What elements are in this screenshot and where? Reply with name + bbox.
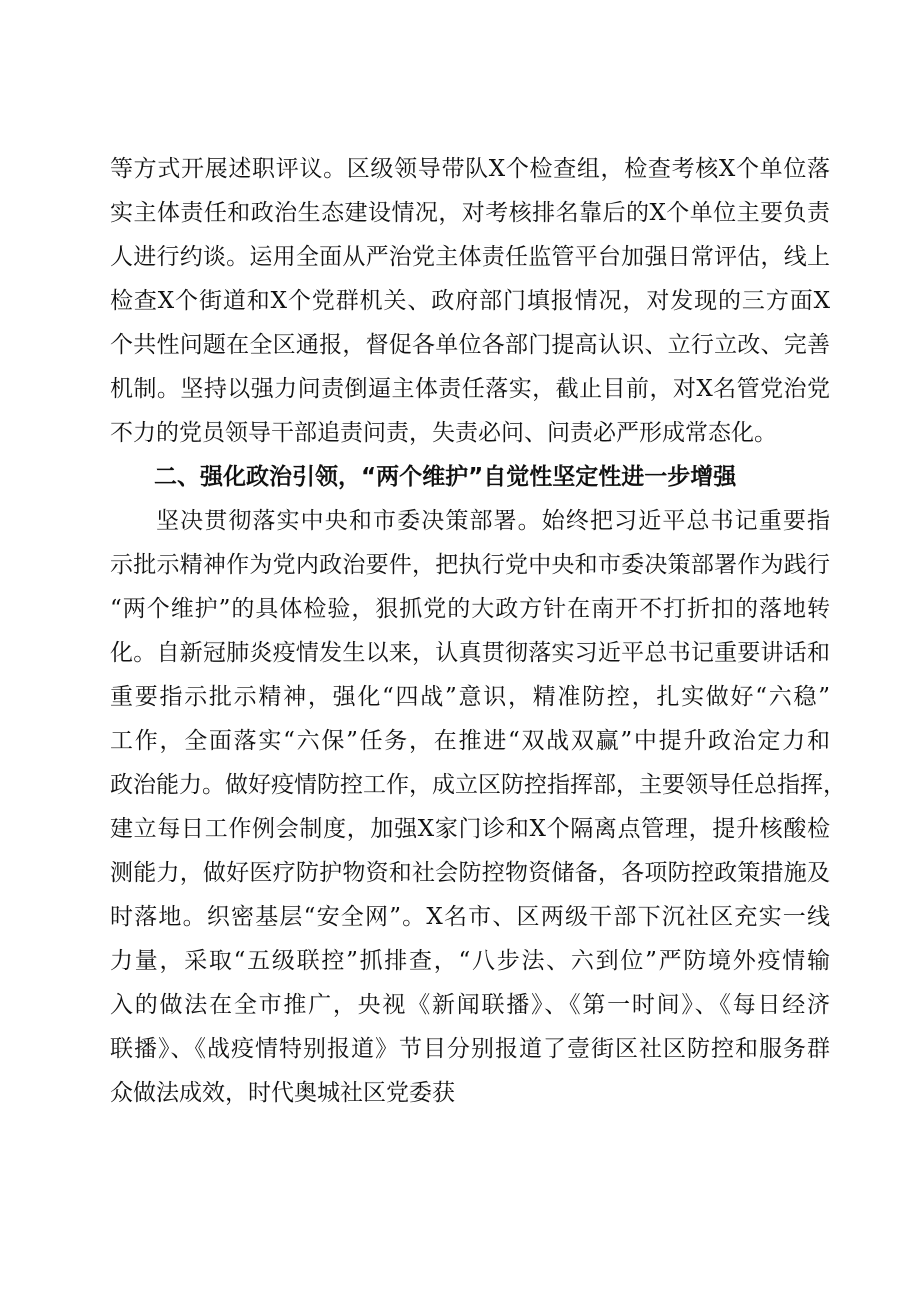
text-line: 工作，全面落实“六保”任务，在推进“双战双赢”中提升政治定力和 <box>110 728 830 754</box>
text-line: 众做法成效，时代奥城社区党委获 <box>110 1080 455 1106</box>
text-line: 机制。坚持以强力问责倒逼主体责任落实，截止目前，对X名管党治党 <box>110 376 830 402</box>
text-line: 建立每日工作例会制度，加强X家门诊和X个隔离点管理，提升核酸检 <box>110 816 830 842</box>
text-line: 检查X个街道和X个党群机关、政府部门填报情况，对发现的三方面X <box>110 288 830 314</box>
section-heading: 二、强化政治引领，“两个维护”自觉性坚定性进一步增强 <box>154 464 737 490</box>
document-body <box>110 147 846 1115</box>
text-line: 政治能力。做好疫情防控工作，成立区防控指挥部，主要领导任总指挥， <box>110 772 846 798</box>
text-line: 坚决贯彻落实中央和市委决策部署。始终把习近平总书记重要指 <box>156 508 830 534</box>
text-line: 化。自新冠肺炎疫情发生以来，认真贯彻落实习近平总书记重要讲话和 <box>110 640 830 666</box>
text-line: 示批示精神作为党内政治要件，把执行党中央和市委决策部署作为践行 <box>110 552 830 578</box>
text-line: 联播》、《战疫情特别报道》节目分别报道了壹街区社区防控和服务群 <box>110 1036 830 1062</box>
text-line: 时落地。织密基层“安全网”。X名市、区两级干部下沉社区充实一线 <box>110 904 830 930</box>
text-line: 个共性问题在全区通报，督促各单位各部门提高认识、立行立改、完善 <box>110 332 830 358</box>
text-line: 测能力，做好医疗防护物资和社会防控物资储备，各项防控政策措施及 <box>110 860 830 886</box>
text-line: 入的做法在全市推广，央视《新闻联播》、《第一时间》、《每日经济 <box>110 992 830 1018</box>
paragraph-accountability <box>110 147 830 455</box>
paragraph-political-leadership <box>110 499 846 1115</box>
text-line: 人进行约谈。运用全面从严治党主体责任监管平台加强日常评估，线上 <box>110 244 830 270</box>
text-line: 不力的党员领导干部追责问责，失责必问、问责必严形成常态化。 <box>110 420 777 446</box>
text-line: “两个维护”的具体检验，狠抓党的大政方针在南开不打折扣的落地转 <box>110 596 830 622</box>
text-line: 等方式开展述职评议。区级领导带队X个检查组，检查考核X个单位落 <box>110 156 830 182</box>
text-line: 重要指示批示精神，强化“四战”意识，精准防控，扎实做好“六稳” <box>110 684 830 710</box>
text-line: 力量，采取“五级联控”抓排查，“八步法、六到位”严防境外疫情输 <box>110 948 830 974</box>
text-line: 实主体责任和政治生态建设情况，对考核排名靠后的X个单位主要负责 <box>110 200 830 226</box>
